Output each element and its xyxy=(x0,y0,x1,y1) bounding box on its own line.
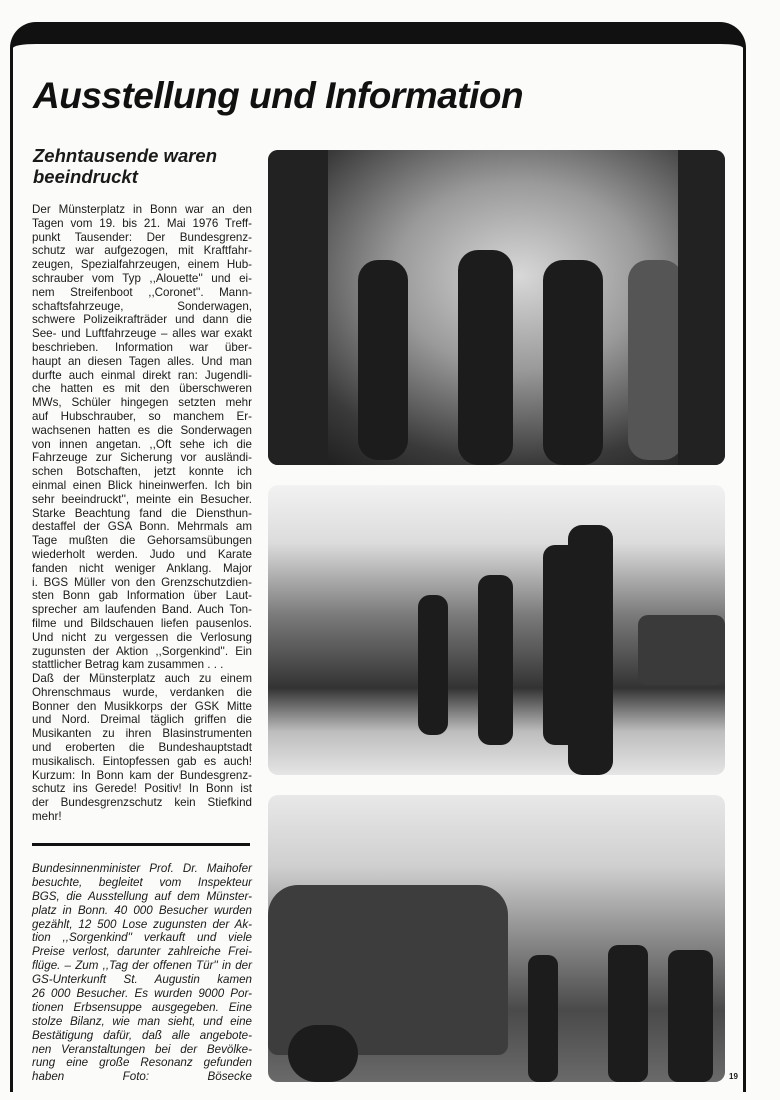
text-line: schaftsfahrzeuge, Sonderwagen, xyxy=(32,299,252,313)
text-line: und Nord. Dreimal täglich griffen die xyxy=(32,713,252,727)
text-line: See- und Luftfahrzeuge – alles war exakt xyxy=(32,327,252,341)
text-line: sprecher am laufenden Band. Auch Ton- xyxy=(32,603,252,617)
text-line: destaffel der GSA Bonn. Mehrmals am xyxy=(32,520,252,534)
subheading-line: beeindruckt xyxy=(33,166,138,187)
text-line: Preise verlost, darunter zahlreiche Frei- xyxy=(32,945,252,959)
text-line: und eroberten die Bundeshauptstadt xyxy=(32,741,252,755)
text-line: Daß der Münsterplatz auch zu einem xyxy=(32,672,252,686)
photo-caption xyxy=(32,862,252,1084)
article-subheading xyxy=(33,145,263,187)
photo-armored-vehicle xyxy=(268,795,725,1082)
text-line: zugunsten der Aktion ,,Sorgenkind''. Ein xyxy=(32,644,252,658)
text-line: fanden nicht weniger Anklang. Major xyxy=(32,561,252,575)
text-line: Kurzum: In Bonn kam der Bundesgrenz- xyxy=(32,768,252,782)
text-line: beschrieben. Information war über- xyxy=(32,340,252,354)
photo-dog-squadron xyxy=(268,485,725,775)
text-line: GS-Unterkunft St. Augustin kamen xyxy=(32,973,252,987)
text-line: schutz war aufgezogen, mit Kraftfahr- xyxy=(32,244,252,258)
text-line: stattlicher Betrag kam zusammen . . . xyxy=(32,658,224,672)
text-line: auf Hubschrauber, so manchem Er- xyxy=(32,409,252,423)
text-line: einmal einen Blick hineinwerfen. Ich bin xyxy=(32,478,252,492)
page-title: Ausstellung und Information xyxy=(33,75,524,116)
text-line: Bundesinnenminister Prof. Dr. Maihofer xyxy=(32,862,252,875)
text-line: Bestätigung dafür, daß alle angebote- xyxy=(32,1028,252,1042)
text-line: nem Streifenboot ,,Coronet''. Mann- xyxy=(32,285,252,299)
text-line: musikalisch. Eintopfessen gab es auch! xyxy=(32,754,252,768)
text-line: nen Veranstaltungen bei der Bevölke- xyxy=(32,1042,252,1056)
text-line: schen Botschaften, jetzt konnte ich xyxy=(32,465,252,479)
divider xyxy=(32,843,250,846)
page-number: 19 xyxy=(729,1072,738,1081)
text-line: haben Foto: Bösecke xyxy=(32,1070,252,1084)
photo-helicopter-visitors xyxy=(268,150,725,465)
text-line: wiederholt werden. Judo und Karate xyxy=(32,547,252,561)
text-line: punkt Tausender: Der Bundesgrenz- xyxy=(32,230,252,244)
text-line: wachsenen hatten es die Sonderwagen xyxy=(32,423,252,437)
text-line: schrauber vom Typ ,,Alouette'' und ei- xyxy=(32,271,252,285)
text-line: Tage mußten die Gehorsamsübungen xyxy=(32,534,252,548)
text-line: tionen Erbsensuppe ausgegeben. Eine xyxy=(32,1000,252,1014)
text-line: i. BGS Müller von den Grenzschutzdien- xyxy=(32,575,252,589)
text-line: schwere Polizeikrafträder und dann die xyxy=(32,313,252,327)
text-line: MWs, Schüler hingegen setzten mehr xyxy=(32,396,252,410)
text-line: platz in Bonn. 40 000 Besucher wurden xyxy=(32,903,252,917)
text-line: sten Bonn gab Information über Laut- xyxy=(32,589,252,603)
text-line: der Bundesgrenzschutz kein Stiefkind xyxy=(32,796,252,810)
article-body xyxy=(32,203,252,824)
text-line: Der Münsterplatz in Bonn war an den xyxy=(32,203,252,216)
text-line: gezählt, 12 500 Lose zugunsten der Ak- xyxy=(32,917,252,931)
text-line: BGS, die Ausstellung auf dem Münster- xyxy=(32,889,252,903)
text-line: sehr beeindruckt'', meinte ein Besucher. xyxy=(32,492,252,506)
text-line: filme und Bildschauen liefen pausenlos. xyxy=(32,616,252,630)
text-line: Tagen vom 19. bis 21. Mai 1976 Treff- xyxy=(32,216,252,230)
text-line: von innen angetan. ,,Oft sehe ich die xyxy=(32,437,252,451)
text-line: Und nicht zu vergessen die Verlosung xyxy=(32,630,252,644)
text-line: tion ,,Sorgenkind'' verkauft und viele xyxy=(32,931,252,945)
text-line: Starke Beachtung fand die Diensthun- xyxy=(32,506,252,520)
text-line: haupt an diesen Tagen alles. Und man xyxy=(32,354,252,368)
text-line: Bonner den Musikkorps der GSK Mitte xyxy=(32,699,252,713)
text-line: Musikanten zu ihren Blasinstrumenten xyxy=(32,727,252,741)
text-line: che hatten es mit den überschweren xyxy=(32,382,252,396)
text-line: durfte auch einmal direkt ran: Jugendli- xyxy=(32,368,252,382)
text-line: mehr! xyxy=(32,810,62,824)
text-line: stolze Bilanz, wie man sieht, und eine xyxy=(32,1014,252,1028)
text-line: Fahrzeuge zur Sicherung vor ausländi- xyxy=(32,451,252,465)
text-line: 26 000 Besucher. Es wurden 9000 Por- xyxy=(32,987,252,1001)
text-line: schutz ins Gerede! Positiv! In Bonn ist xyxy=(32,782,252,796)
text-line: rung eine große Resonanz gefunden xyxy=(32,1056,252,1070)
text-line: Ohrenschmaus wurde, verdanken die xyxy=(32,685,252,699)
text-line: besuchte, begleitet vom Inspekteur xyxy=(32,875,252,889)
text-line: zeugen, Spezialfahrzeugen, einem Hub- xyxy=(32,258,252,272)
text-line: flüge. – Zum ,,Tag der offenen Tür'' in der xyxy=(32,959,252,973)
subheading-line: Zehntausende waren xyxy=(33,145,218,166)
